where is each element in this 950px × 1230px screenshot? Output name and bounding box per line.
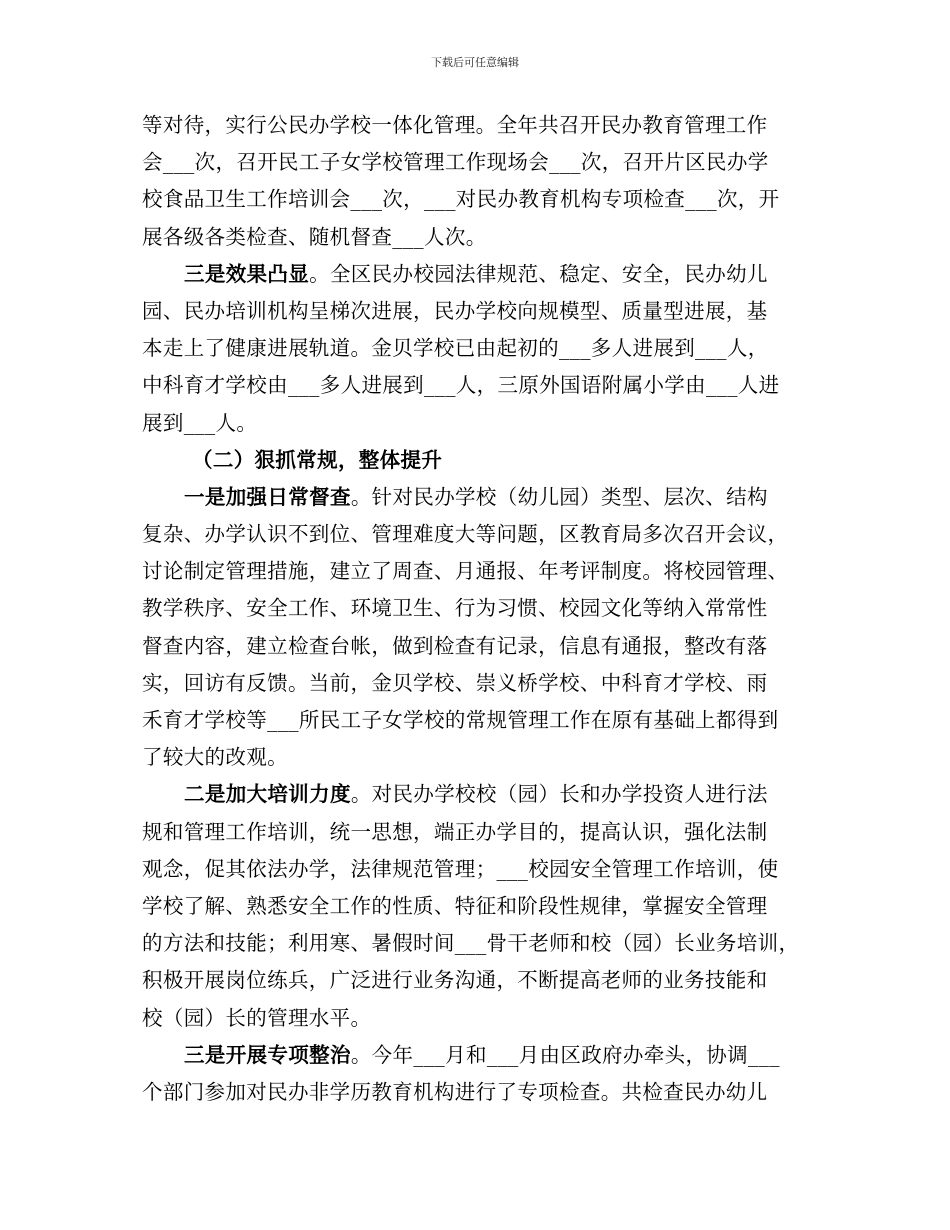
- line-text: 教学秩序、安全工作、环境卫生、行为习惯、校园文化等纳入常常性: [142, 596, 768, 621]
- section-heading-text: （二）狠抓常规，整体提升: [192, 447, 443, 472]
- line-text: 。全区民办校园法律规范、稳定、安全，民办幼儿: [309, 261, 768, 286]
- text-line: [142, 405, 812, 442]
- line-text: 的方法和技能；利用寒、暑假时间___骨干老师和校（园）长业务培训，: [142, 931, 800, 956]
- line-text: 本走上了健康进展轨道。金贝学校已由起初的___多人进展到___人，: [142, 336, 769, 361]
- line-text: 园、民办培训机构呈梯次进展，民办学校向规模型、质量型进展，基: [142, 298, 768, 323]
- line-text: 校（园）长的管理水平。: [142, 1005, 372, 1030]
- line-text: 展各级各类检查、随机督查___人次。: [142, 224, 487, 249]
- line-text: 学校了解、熟悉安全工作的性质、特征和阶段性规律，掌握安全管理: [142, 893, 768, 918]
- line-text: 规和管理工作培训，统一思想，端正办学目的，提高认识，强化法制: [142, 819, 768, 844]
- text-line: [142, 1074, 812, 1111]
- document-body: [142, 107, 812, 1111]
- line-text: 展到___人。: [142, 410, 258, 435]
- text-line: [142, 181, 812, 218]
- line-text: 观念，促其依法办学，法律规范管理；___校园安全管理工作培训，使: [142, 856, 779, 881]
- line-text: 等对待，实行公民办学校一体化管理。全年共召开民办教育管理工作: [142, 113, 768, 137]
- text-line: [142, 1000, 812, 1037]
- paragraph-lead: 一是加强日常督查: [184, 484, 351, 509]
- line-text: 校食品卫生工作培训会___次，___对民办教育机构专项检查___次，开: [142, 187, 780, 212]
- paragraph-start-line: [142, 776, 812, 813]
- text-line: [142, 628, 812, 665]
- paragraph-lead: 二是加大培训力度: [184, 782, 351, 807]
- line-text: 督查内容，建立检查台帐，做到检查有记录，信息有通报，整改有落: [142, 633, 768, 658]
- text-line: [142, 516, 812, 553]
- text-line: [142, 888, 812, 925]
- line-text: 。对民办学校校（园）长和办学投资人进行法: [350, 782, 768, 807]
- paragraph-lead: 三是开展专项整治: [184, 1042, 351, 1067]
- text-line: [142, 590, 812, 627]
- paragraph-start-line: [142, 479, 812, 516]
- text-line: [142, 814, 812, 851]
- line-text: 讨论制定管理措施，建立了周查、月通报、年考评制度。将校园管理、: [142, 559, 789, 584]
- line-text: 。针对民办学校（幼儿园）类型、层次、结构: [350, 484, 768, 509]
- text-line: [142, 367, 812, 404]
- text-line: [142, 665, 812, 702]
- line-text: 个部门参加对民办非学历教育机构进行了专项检查。共检查民办幼儿: [142, 1079, 768, 1104]
- paragraph-start-line: [142, 1037, 812, 1074]
- text-line: [142, 107, 812, 144]
- line-text: 。今年___月和___月由区政府办牵头，协调___: [350, 1042, 780, 1067]
- line-text: 了较大的改观。: [142, 745, 288, 770]
- line-text: 会___次，召开民工子女学校管理工作现场会___次，召开片区民办学: [142, 150, 769, 175]
- text-line: [142, 219, 812, 256]
- text-line: [142, 739, 812, 776]
- text-line: [142, 144, 812, 181]
- page-header: 下载后可任意编辑: [431, 56, 519, 69]
- text-line: [142, 553, 812, 590]
- text-line: [142, 962, 812, 999]
- line-text: 积极开展岗位练兵，广泛进行业务沟通，不断提高老师的业务技能和: [142, 968, 768, 993]
- line-text: 中科育才学校由___多人进展到___人，三原外国语附属小学由___人进: [142, 373, 780, 398]
- paragraph-lead: 三是效果凸显: [184, 261, 310, 286]
- text-line: [142, 293, 812, 330]
- line-text: 复杂、办学认识不到位、管理难度大等问题，区教育局多次召开会议，: [142, 522, 789, 547]
- text-line: [142, 330, 812, 367]
- text-line: [142, 925, 812, 962]
- line-text: 禾育才学校等___所民工子女学校的常规管理工作在原有基础上都得到: [142, 708, 779, 732]
- text-line: [142, 702, 812, 739]
- section-heading: [142, 442, 812, 479]
- paragraph-start-line: [142, 256, 812, 293]
- line-text: 实，回访有反馈。当前，金贝学校、崇义桥学校、中科育才学校、雨: [142, 670, 768, 695]
- text-line: [142, 851, 812, 888]
